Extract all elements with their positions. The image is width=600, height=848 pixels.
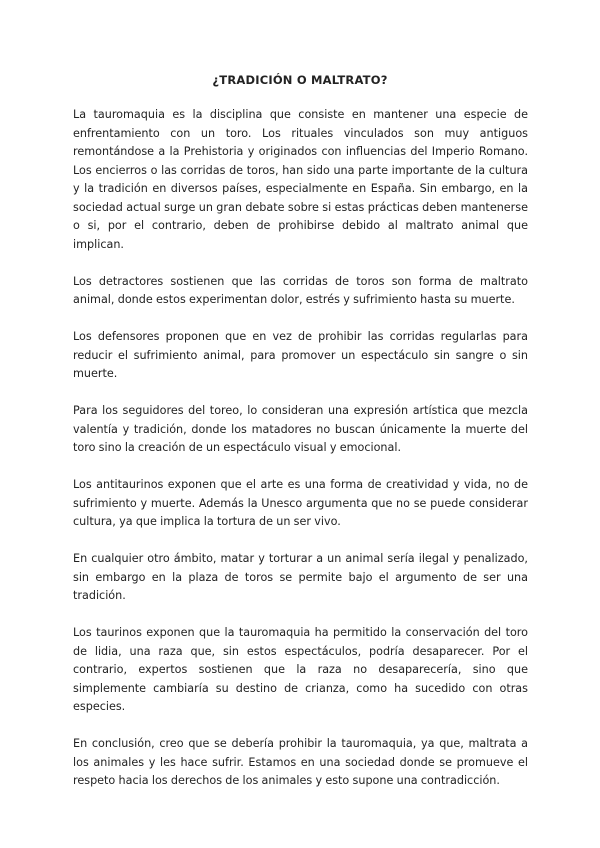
paragraph-other-contexts: En cualquier otro ámbito, matar y torturar a un animal sería ilegal y penalizado, sin embargo en la plaza de toros se permite bajo el argumento de ser una tradición. [73,552,528,602]
document-body [73,106,528,809]
paragraph-conclusion: En conclusión, creo que se debería prohibir la tauromaquia, ya que, maltrata a los animales y les hace sufrir. Estamos en una sociedad donde se promueve el respeto hacia los derechos de los animales y esto supone una contradicción. [73,737,528,787]
paragraph-followers: Para los seguidores del toreo, lo consideran una expresión artística que mezcla valentía y tradición, donde los matadores no buscan únicamente la muerte del toro sino la creación de un espectáculo visual y emocional. [73,404,528,454]
paragraph-taurinos: Los taurinos exponen que la tauromaquia ha permitido la conservación del toro de lidia, una raza que, sin estos espectáculos, podría desaparecer. Por el contrario, expertos sostienen que la raza no desaparecería, sino que simplemente cambiaría su destino de crianza, como ha sucedido con otras especies. [73,626,528,713]
document-title: ¿TRADICIÓN O MALTRATO? [212,73,388,87]
paragraph-antitaurinos: Los antitaurinos exponen que el arte es una forma de creatividad y vida, no de sufrimiento y muerte. Además la Unesco argumenta que no se puede considerar cultura, ya que implica la tortura de un ser vivo. [73,478,528,528]
paragraph-introduction: La tauromaquia es la disciplina que consiste en mantener una especie de enfrentamiento con un toro. Los rituales vinculados son muy antiguos remontándose a la Prehistoria y originados con influencias del Imperio Romano. Los encierros o las corridas de toros, han sido una parte importante de la cultura y la tradición en diversos países, especialmente en España. Sin embargo, en la sociedad actual surge un gran debate sobre si estas prácticas deben mantenerse o si, por el contrario, deben de prohibirse debido al maltrato animal que implican. [73,108,528,251]
paragraph-detractors: Los detractores sostienen que las corridas de toros son forma de maltrato animal, donde estos experimentan dolor, estrés y sufrimiento hasta su muerte. [73,274,528,306]
paragraph-defenders: Los defensores proponen que en vez de prohibir las corridas regularlas para reducir el sufrimiento animal, para promover un espectáculo sin sangre o sin muerte. [73,330,528,380]
